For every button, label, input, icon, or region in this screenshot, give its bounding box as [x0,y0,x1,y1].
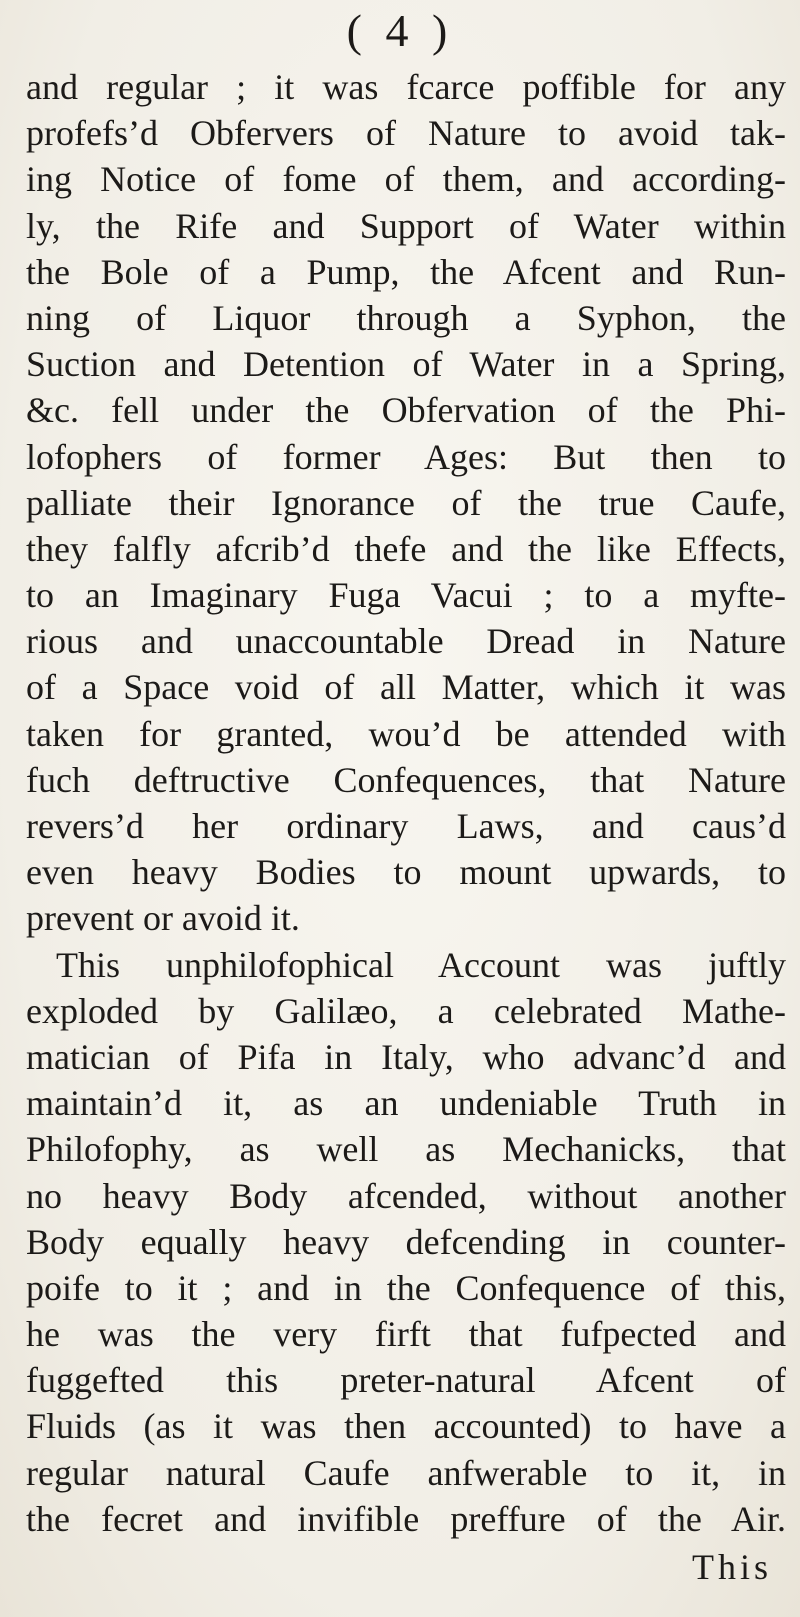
text-line: the Bole of a Pump, the Afcent and Run- [26,251,786,292]
body-text [26,64,786,1542]
text-line: regular natural Caufe anfwerable to it, in [26,1452,786,1493]
catchword: This [691,1547,772,1587]
text-line: prevent or avoid it. [26,898,300,939]
text-line: exploded by Galilæo, a celebrated Mathe- [26,990,786,1031]
text-line: they falfly afcrib’d thefe and the like Effects, [26,528,786,569]
text-line: to an Imaginary Fuga Vacui ; to a myfte- [26,575,786,616]
text-line: maintain’d it, as an undeniable Truth in [26,1083,786,1124]
text-line: ning of Liquor through a Syphon, the [26,297,786,338]
page-number: ( 4 ) [346,5,454,56]
text-line: revers’d her ordinary Laws, and caus’d [26,806,786,846]
text-line: Suction and Detention of Water in a Spring, [26,344,786,385]
text-line: and regular ; it was fcarce poffible for any [26,67,786,107]
text-line: lofophers of former Ages: But then to [26,436,786,477]
text-line: no heavy Body afcended, without another [26,1175,786,1216]
text-line: he was the very firft that fufpected and [26,1314,786,1355]
text-line: Fluids (as it was then accounted) to have a [26,1406,786,1447]
text-line: This unphilofophical Account was juftly [56,944,786,985]
text-line: &c. fell under the Obfervation of the Phi- [26,390,786,431]
text-line: Philofophy, as well as Mechanicks, that [26,1129,786,1170]
text-line: even heavy Bodies to mount upwards, to [26,852,786,893]
text-line: poife to it ; and in the Confequence of this, [26,1267,786,1308]
text-line: of a Space void of all Matter, which it was [26,667,786,708]
text-line: fuggefted this preter-natural Afcent of [26,1360,786,1401]
text-line: matician of Pifa in Italy, who advanc’d and [26,1036,786,1077]
text-line: ing Notice of fome of them, and according- [26,159,786,200]
text-line: taken for granted, wou’d be attended with [26,713,786,754]
text-line: fuch deftructive Confequences, that Nature [26,759,786,800]
text-line: ly, the Rife and Support of Water within [26,205,786,246]
text-line: rious and unaccountable Dread in Nature [26,621,786,662]
text-line: profefs’d Obfervers of Nature to avoid tak- [26,113,786,154]
text-line: palliate their Ignorance of the true Caufe, [26,482,786,523]
text-line: the fecret and invifible preffure of the Air. [26,1498,786,1539]
text-line: Body equally heavy defcending in counter- [26,1221,786,1262]
